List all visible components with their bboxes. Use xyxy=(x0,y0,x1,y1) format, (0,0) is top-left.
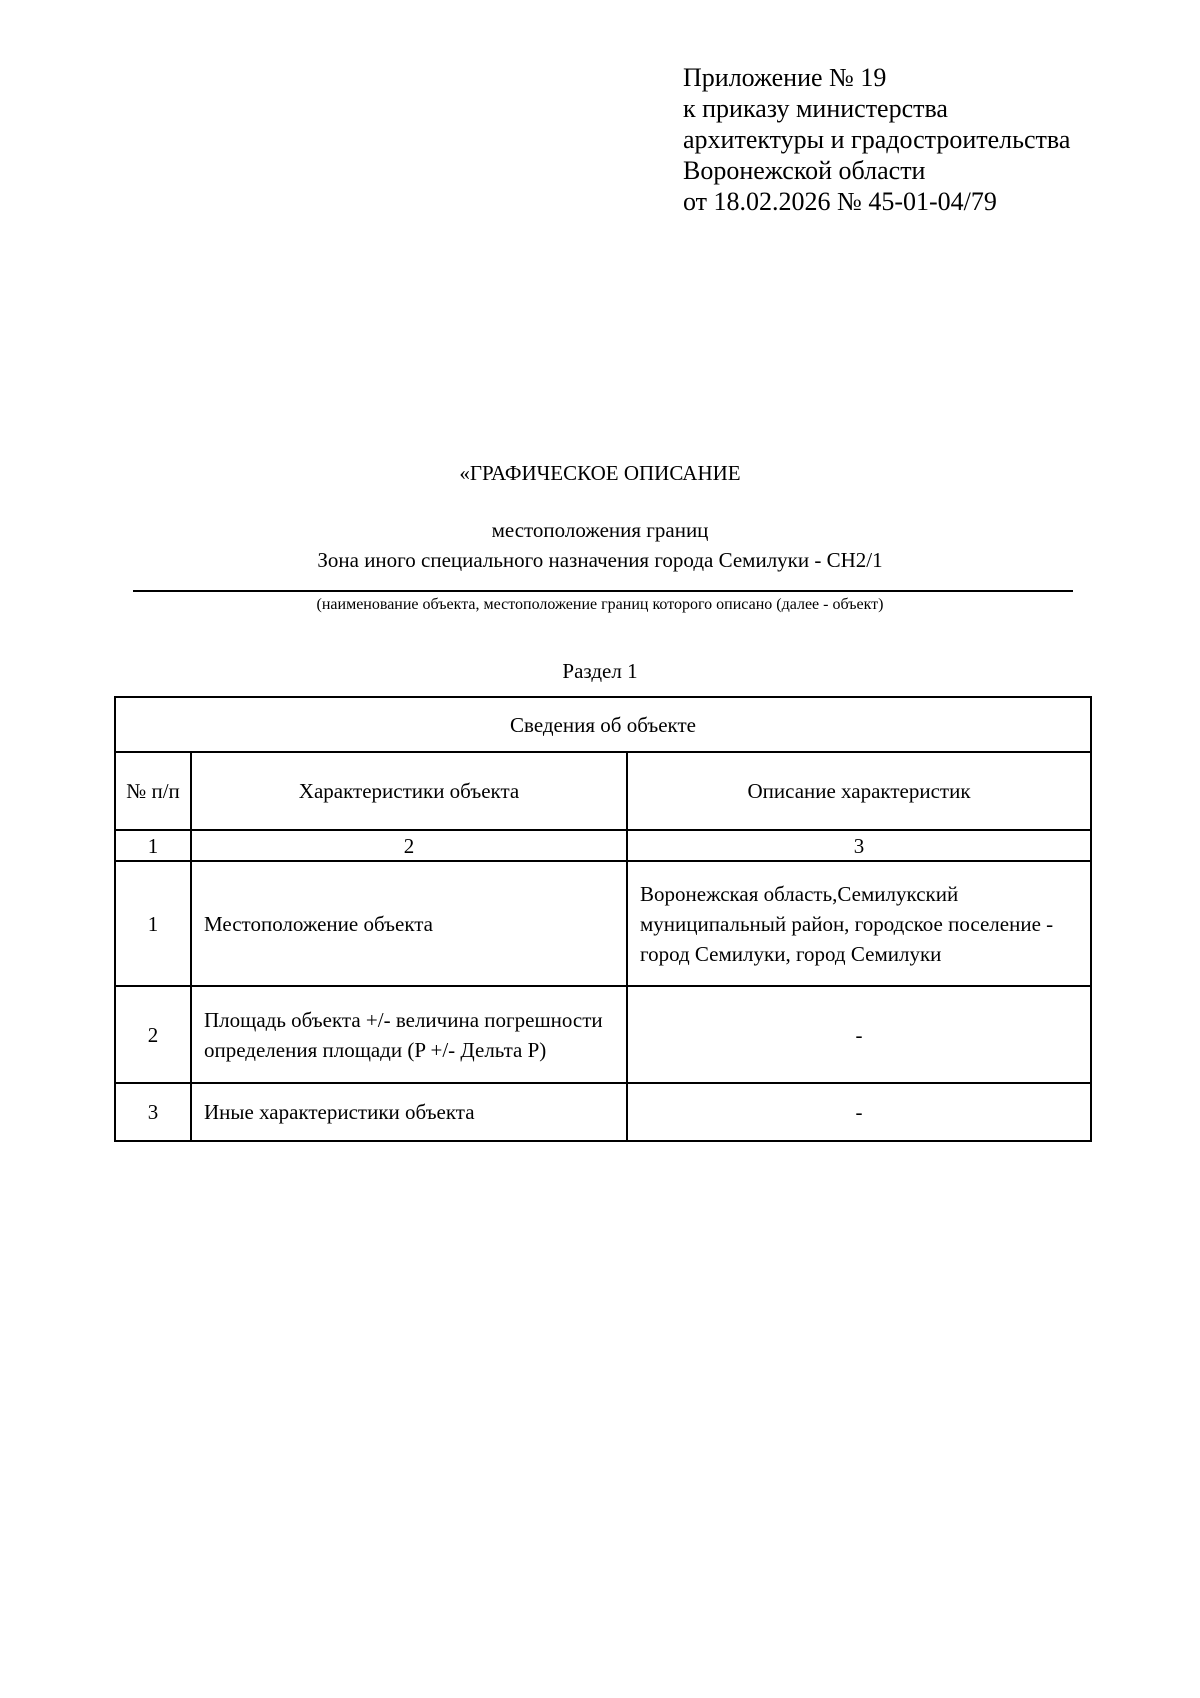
appendix-line: к приказу министерства xyxy=(683,94,948,123)
table-row xyxy=(115,986,1091,1083)
table-row xyxy=(115,1083,1091,1141)
object-info-table xyxy=(114,696,1092,1142)
underline-rule xyxy=(133,590,1073,592)
row-description: - xyxy=(627,986,1091,1083)
column-index: 2 xyxy=(191,830,627,861)
row-description: Воронежская область,Семилукский муниципальный район, городское поселение - город Семилуки, город Семилуки xyxy=(627,861,1091,986)
appendix-line: архитектуры и градостроительства xyxy=(683,125,1071,154)
row-num: 1 xyxy=(115,861,191,986)
row-characteristic: Местоположение объекта xyxy=(191,861,627,986)
appendix-block xyxy=(683,62,1183,217)
row-characteristic: Иные характеристики объекта xyxy=(191,1083,627,1141)
object-name: Зона иного специального назначения города Семилуки - СН2/1 xyxy=(317,548,883,572)
appendix-line: Воронежской области xyxy=(683,156,926,185)
document-title: «ГРАФИЧЕСКОЕ ОПИСАНИЕ xyxy=(459,461,741,485)
document-subtitle xyxy=(0,515,1200,575)
table-header-row xyxy=(115,752,1091,830)
row-num: 3 xyxy=(115,1083,191,1141)
table-caption-row xyxy=(115,697,1091,752)
row-characteristic: Площадь объекта +/- величина погрешности определения площади (P +/- Дельта P) xyxy=(191,986,627,1083)
appendix-line: от 18.02.2026 № 45-01-04/79 xyxy=(683,187,997,216)
table-caption: Сведения об объекте xyxy=(115,697,1091,752)
header-characteristic: Характеристики объекта xyxy=(191,752,627,830)
header-description: Описание характеристик xyxy=(627,752,1091,830)
appendix-line: Приложение № 19 xyxy=(683,63,887,92)
subtitle-line: местоположения границ xyxy=(491,518,709,542)
object-caption: (наименование объекта, местоположение границ которого описано (далее - объект) xyxy=(316,596,884,613)
table-row xyxy=(115,861,1091,986)
section-label: Раздел 1 xyxy=(562,659,638,683)
column-index-row xyxy=(115,830,1091,861)
column-index: 3 xyxy=(627,830,1091,861)
header-num: № п/п xyxy=(115,752,191,830)
row-description: - xyxy=(627,1083,1091,1141)
column-index: 1 xyxy=(115,830,191,861)
row-num: 2 xyxy=(115,986,191,1083)
